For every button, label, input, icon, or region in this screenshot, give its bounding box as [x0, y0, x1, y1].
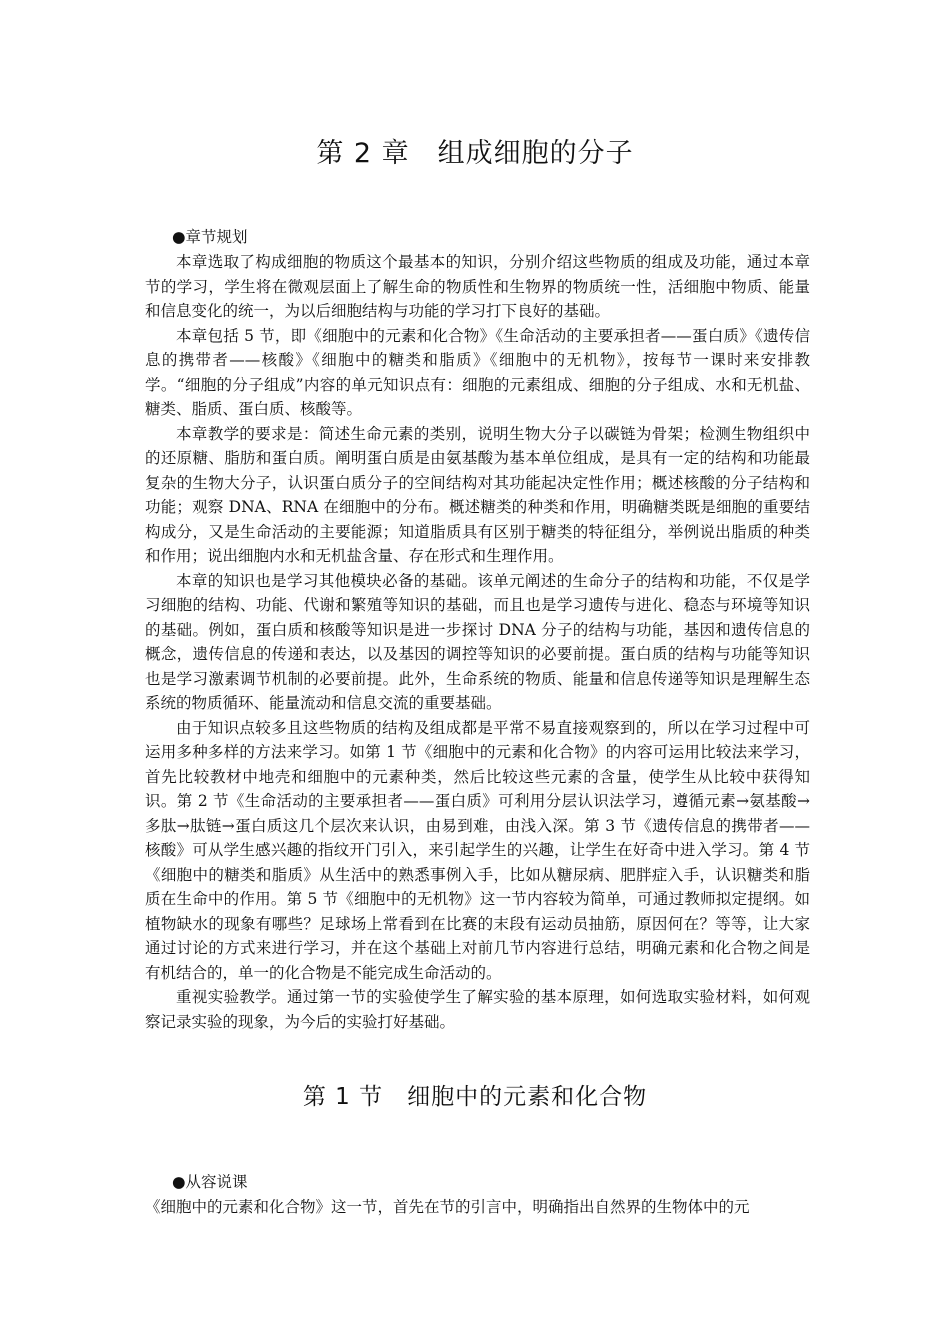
paragraph: 由于知识点较多且这些物质的结构及组成都是平常不易直接观察到的，所以在学习过程中可运用多种多样的方法来学习。如第 1 节《细胞中的元素和化合物》的内容可运用比较法来学习，首先比较教材中地壳和细胞中的元素种类，然后比较这些元素的含量，使学生从比较中获得知识。第 2 节《生命活动的主要承担者——蛋白质》可利用分层认识法学习，遵循元素→氨基酸→多肽→肽链→蛋白质这几个层次来认识，由易到难，由浅入深。第 3 节《遗传信息的携带者——核酸》可从学生感兴趣的指纹开门引入，来引起学生的兴趣，让学生在好奇中进入学习。第 4 节《细胞中的糖类和脂质》从生活中的熟悉事例入手，比如从糖尿病、肥胖症入手，认识糖类和脂质在生命中的作用。第 5 节《细胞中的无机物》这一节内容较为简单，可通过教师拟定提纲。如植物缺水的现象有哪些？足球场上常看到在比赛的末段有运动员抽筋，原因何在？等等，让大家通过讨论的方式来进行学习，并在这个基础上对前几节内容进行总结，明确元素和化合物之间是有机结合的，单一的化合物是不能完成生命活动的。 — [145, 718, 810, 982]
lesson-label: ●从容说课 — [172, 1173, 248, 1191]
planning-label: ●章节规划 — [172, 228, 248, 246]
paragraph: 重视实验教学。通过第一节的实验使学生了解实验的基本原理，如何选取实验材料，如何观察记录实验的现象，为今后的实验打好基础。 — [145, 988, 810, 1031]
planning-body — [145, 250, 810, 1034]
paragraph: 《细胞中的元素和化合物》这一节，首先在节的引言中，明确指出自然界的生物体中的元 — [145, 1198, 750, 1216]
paragraph: 本章的知识也是学习其他模块必备的基础。该单元阐述的生命分子的结构和功能，不仅是学习细胞的结构、功能、代谢和繁殖等知识的基础，而且也是学习遗传与进化、稳态与环境等知识的基础。例如，蛋白质和核酸等知识是进一步探讨 DNA 分子的结构与功能，基因和遗传信息的概念，遗传信息的传递和表达，以及基因的调控等知识的必要前提。蛋白质的结构与功能等知识也是学习激素调节机制的必要前提。此外，生命系统的物质、能量和信息传递等知识是理解生态系统的物质循环、能量流动和信息交流的重要基础。 — [145, 571, 810, 712]
section-title: 第 1 节 细胞中的元素和化合物 — [302, 1084, 648, 1110]
paragraph: 本章选取了构成细胞的物质这个最基本的知识，分别介绍这些物质的组成及功能，通过本章节的学习，学生将在微观层面上了解生命的物质性和生物界的物质统一性，活细胞中物质、能量和信息变化的统一，为以后细胞结构与功能的学习打下良好的基础。 — [145, 253, 810, 320]
paragraph: 本章包括 5 节，即《细胞中的元素和化合物》《生命活动的主要承担者——蛋白质》《遗传信息的携带者——核酸》《细胞中的糖类和脂质》《细胞中的无机物》，按每节一课时来安排教学。“细胞的分子组成”内容的单元知识点有：细胞的元素组成、细胞的分子组成、水和无机盐、糖类、脂质、蛋白质、核酸等。 — [145, 326, 810, 418]
paragraph: 本章教学的要求是：简述生命元素的类别，说明生物大分子以碳链为骨架；检测生物组织中的还原糖、脂肪和蛋白质。阐明蛋白质是由氨基酸为基本单位组成，是具有一定的结构和功能最复杂的生物大分子，认识蛋白质分子的空间结构对其功能起决定性作用；概述核酸的分子结构和功能；观察 DNA、RNA 在细胞中的分布。概述糖类的种类和作用，明确糖类既是细胞的重要结构成分，又是生命活动的主要能源；知道脂质具有区别于糖类的特征组分，举例说出脂质的种类和作用；说出细胞内水和无机盐含量、存在形式和生理作用。 — [145, 424, 810, 565]
chapter-title: 第 2 章 组成细胞的分子 — [316, 138, 634, 169]
